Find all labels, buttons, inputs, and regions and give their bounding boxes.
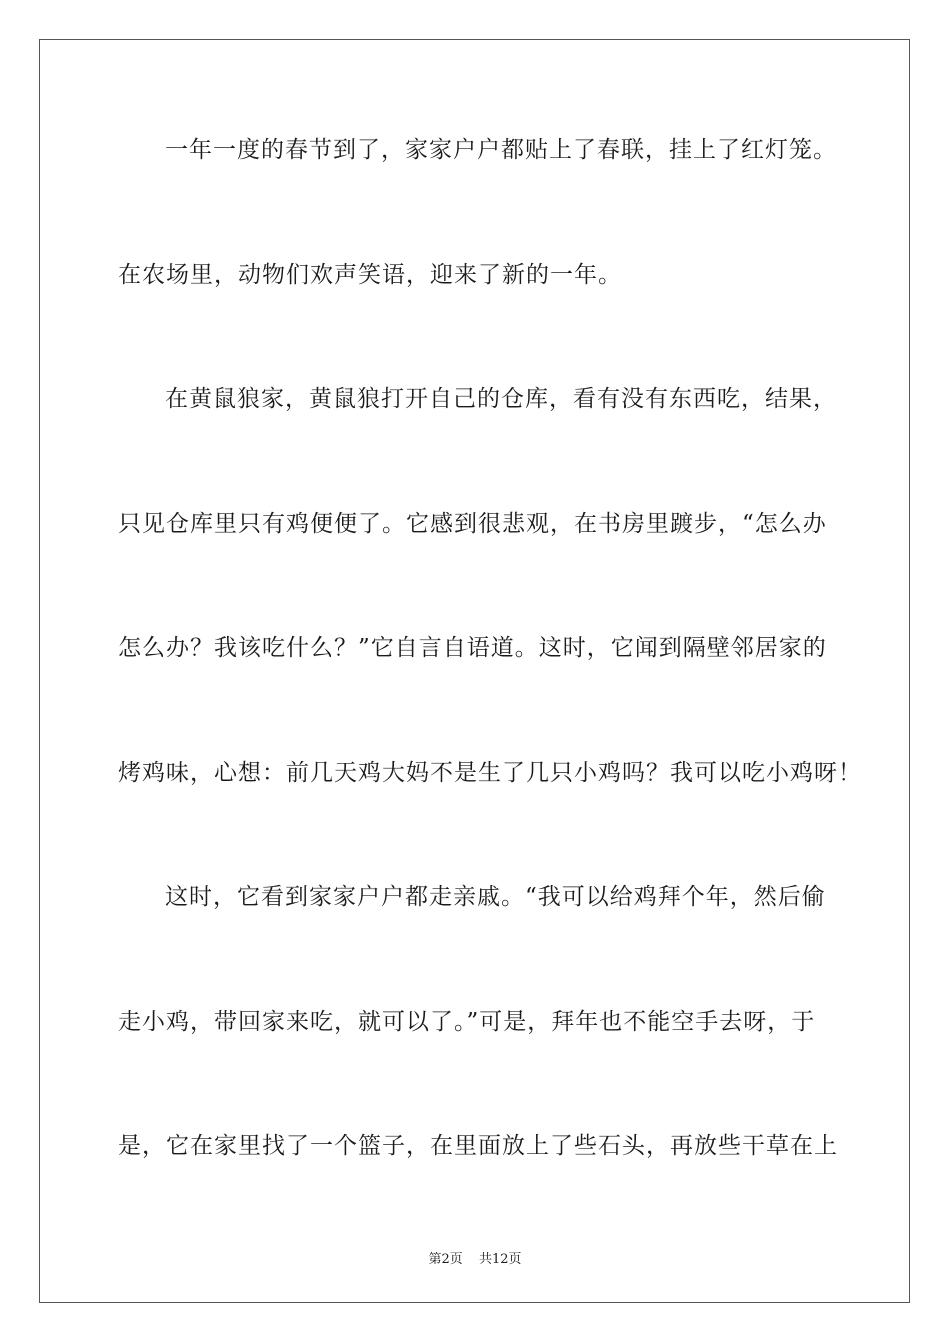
text-line-7: 这时，它看到家家户户都走亲戚。“我可以给鸡拜个年，然后偷 (165, 884, 826, 910)
text-line-5: 怎么办？我该吃什么？”它自言自语道。这时，它闻到隔壁邻居家的 (118, 635, 827, 661)
text-line-3: 在黄鼠狼家，黄鼠狼打开自己的仓库，看有没有东西吃，结果， (165, 386, 837, 412)
text-line-2: 在农场里，动物们欢声笑语，迎来了新的一年。 (118, 262, 622, 288)
page-border (39, 39, 910, 1303)
page-number: 第2页 (428, 1252, 463, 1267)
page-total: 共12页 (478, 1252, 522, 1267)
text-line-8: 走小鸡，带回家来吃，就可以了。”可是，拜年也不能空手去呀，于 (118, 1009, 816, 1035)
text-line-9: 是，它在家里找了一个篮子，在里面放上了些石头，再放些干草在上 (118, 1133, 838, 1159)
text-line-1: 一年一度的春节到了，家家户户都贴上了春联，挂上了红灯笼。 (165, 137, 837, 163)
text-line-6: 烤鸡味，心想：前几天鸡大妈不是生了几只小鸡吗？我可以吃小鸡呀！ (118, 760, 862, 786)
page-footer (0, 1248, 950, 1267)
text-line-4: 只见仓库里只有鸡便便了。它感到很悲观，在书房里踱步，“怎么办 (118, 511, 827, 537)
